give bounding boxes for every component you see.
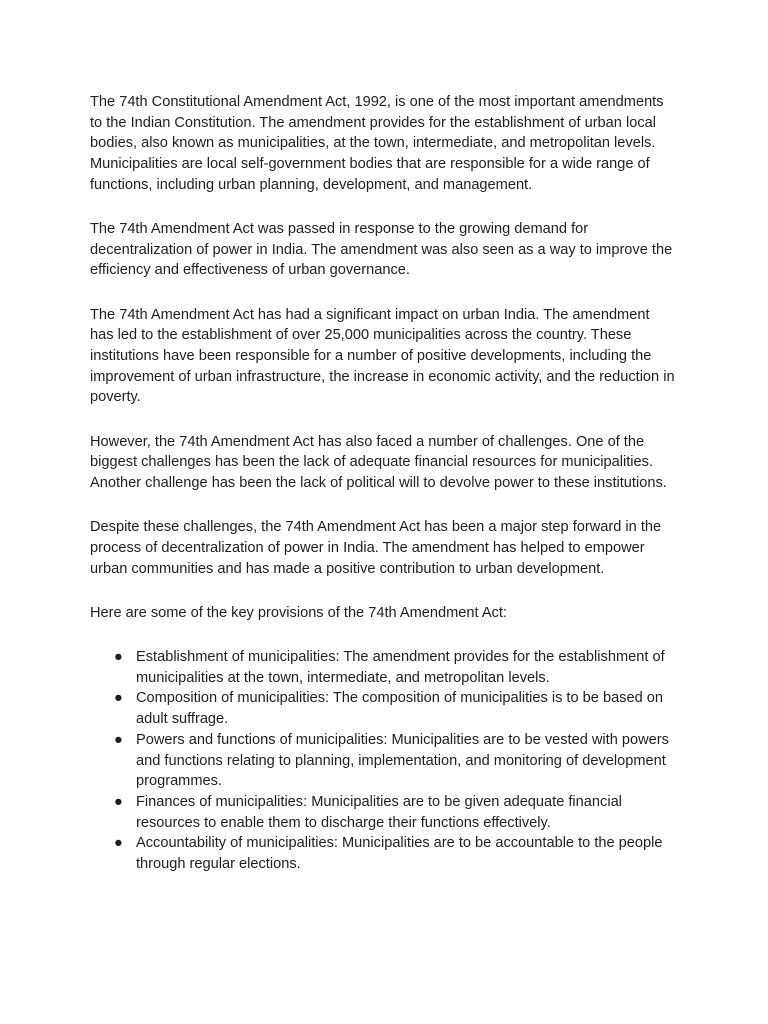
paragraph-conclusion: Despite these challenges, the 74th Amendment Act has been a major step forward in the process of decentralization of power in India. The amendment has helped to empower urban communities and has made a positive contribution to urban development.	[90, 519, 662, 577]
paragraph-provisions-intro: Here are some of the key provisions of the 74th Amendment Act:	[90, 604, 507, 621]
list-item-text: Finances of municipalities: Municipalities are to be given adequate financial resources to enable them to discharge their functions effectively.	[136, 793, 622, 831]
paragraph-challenges: However, the 74th Amendment Act has also faced a number of challenges. One of the biggest challenges has been the lack of adequate financial resources for municipalities. Another challenge has been the lack of political will to devolve power to these institutions.	[90, 433, 667, 492]
list-item-text: Establishment of municipalities: The amendment provides for the establishment of municipalities at the town, intermediate, and metropolitan levels.	[136, 649, 665, 686]
list-item	[90, 792, 676, 833]
provisions-list	[90, 647, 676, 875]
list-item	[90, 647, 676, 688]
document-page	[90, 92, 676, 875]
paragraph-purpose: The 74th Amendment Act was passed in response to the growing demand for decentralization of power in India. The amendment was also seen as a way to improve the efficiency and effectiveness of urban governance.	[90, 221, 673, 279]
list-item	[90, 688, 676, 729]
bullet-icon: ●	[114, 793, 123, 810]
list-item-text: Powers and functions of municipalities: Municipalities are to be vested with powers and functions relating to planning, implementation, and monitoring of development programmes.	[136, 731, 669, 790]
bullet-icon: ●	[114, 731, 123, 748]
bullet-icon: ●	[114, 690, 123, 707]
list-item	[90, 833, 676, 874]
list-item-text: Accountability of municipalities: Municipalities are to be accountable to the people through regular elections.	[136, 835, 663, 873]
paragraph-impact: The 74th Amendment Act has had a significant impact on urban India. The amendment has led to the establishment of over 25,000 municipalities across the country. These institutions have been responsible for a number of positive developments, including the improvement of urban infrastructure, the increase in economic activity, and the reduction in poverty.	[90, 306, 675, 406]
bullet-icon: ●	[114, 835, 123, 852]
bullet-icon: ●	[114, 649, 123, 666]
list-item	[90, 730, 676, 792]
paragraph-intro: The 74th Constitutional Amendment Act, 1992, is one of the most important amendments to the Indian Constitution. The amendment provides for the establishment of urban local bodies, also known as municipalities, at the town, intermediate, and metropolitan levels. Municipalities are local self-government bodies that are responsible for a wide range of functions, including urban planning, development, and management.	[90, 94, 664, 193]
list-item-text: Composition of municipalities: The composition of municipalities is to be based on adult suffrage.	[136, 690, 663, 728]
